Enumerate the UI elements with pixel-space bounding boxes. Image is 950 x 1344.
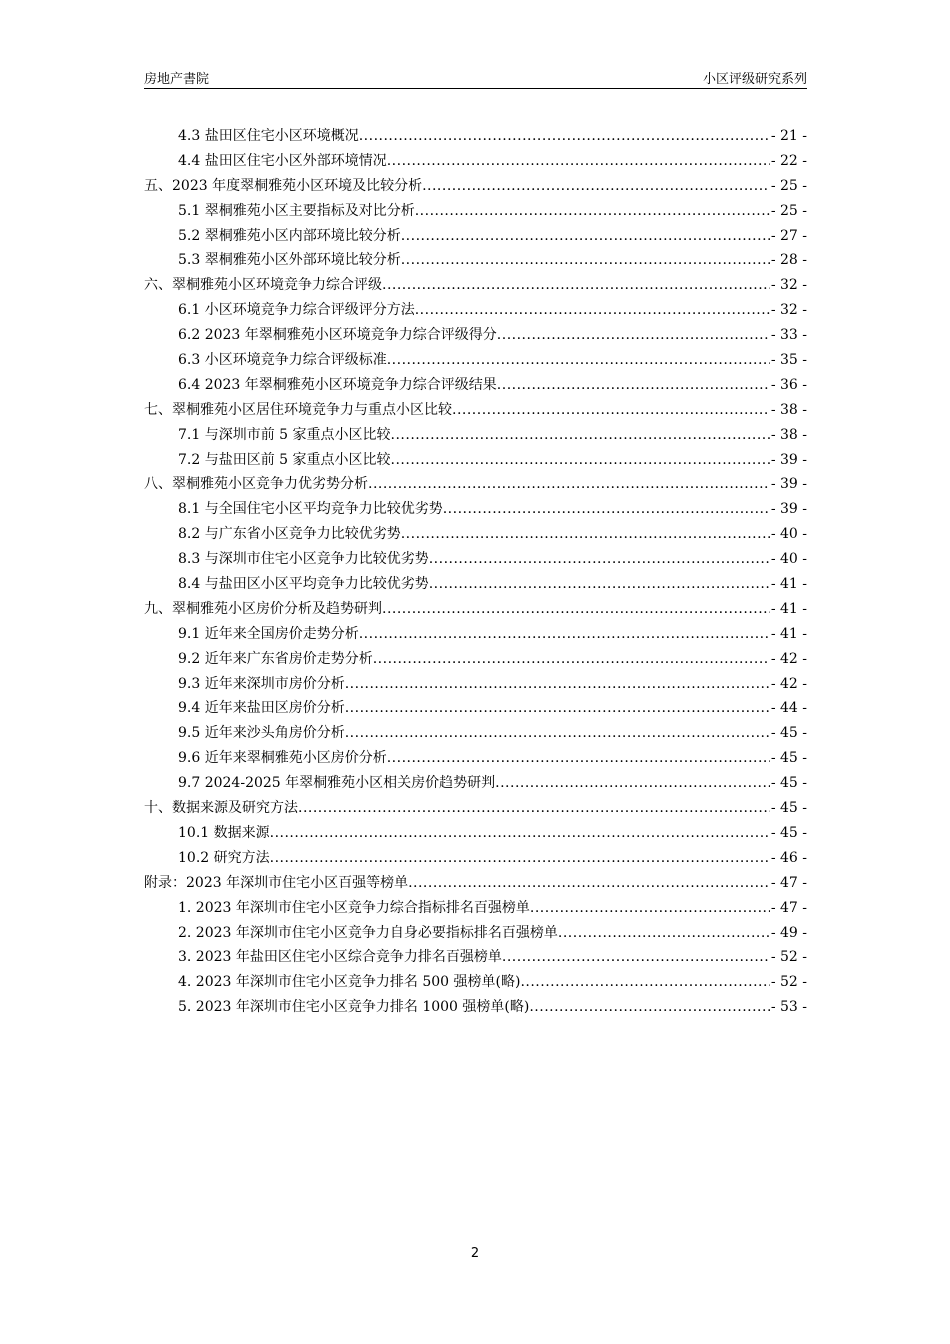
toc-entry[interactable]: [144, 846, 807, 871]
toc-entry[interactable]: [144, 423, 807, 448]
toc-entry-label: 2. 2023 年深圳市住宅小区竞争力自身必要指标排名百强榜单: [178, 924, 558, 941]
toc-entry-page: - 28 -: [770, 252, 807, 269]
toc-entry-page: - 45 -: [770, 750, 807, 767]
toc-entry[interactable]: [144, 622, 807, 647]
toc-entry[interactable]: [144, 721, 807, 746]
toc-dot-leader: [387, 149, 770, 174]
toc-entry-label: 5.2 翠桐雅苑小区内部环境比较分析: [178, 227, 401, 244]
toc-entry[interactable]: [144, 348, 807, 373]
toc-entry-label: 4.4 盐田区住宅小区外部环境情况: [178, 152, 387, 169]
toc-entry-page: - 27 -: [770, 227, 807, 244]
toc-entry[interactable]: [144, 373, 807, 398]
toc-entry-page: - 41 -: [770, 576, 807, 593]
toc-dot-leader: [495, 771, 770, 796]
toc-dot-leader: [270, 821, 770, 846]
toc-entry-label: 9.5 近年来沙头角房价分析: [178, 725, 345, 742]
toc-entry[interactable]: [144, 672, 807, 697]
toc-entry-page: - 25 -: [770, 202, 807, 219]
toc-dot-leader: [408, 871, 770, 896]
toc-entry-page: - 47 -: [770, 874, 807, 891]
toc-entry-page: - 39 -: [770, 476, 807, 493]
toc-entry-label: 附录：2023 年深圳市住宅小区百强等榜单: [144, 874, 409, 891]
toc-entry-label: 9.1 近年来全国房价走势分析: [178, 625, 359, 642]
toc-entry-page: - 39 -: [770, 501, 807, 518]
toc-dot-leader: [443, 497, 770, 522]
toc-entry-page: - 45 -: [770, 800, 807, 817]
toc-entry-label: 9.6 近年来翠桐雅苑小区房价分析: [178, 750, 387, 767]
toc-entry-label: 五、2023 年度翠桐雅苑小区环境及比较分析: [144, 177, 423, 194]
toc-entry[interactable]: [144, 597, 807, 622]
toc-dot-leader: [502, 945, 770, 970]
toc-entry-page: - 21 -: [770, 128, 807, 144]
toc-entry-page: - 25 -: [770, 177, 807, 194]
toc-dot-leader: [415, 298, 770, 323]
table-of-contents: [144, 124, 807, 1020]
toc-entry-page: - 38 -: [770, 401, 807, 418]
toc-entry[interactable]: [144, 273, 807, 298]
toc-entry-label: 5. 2023 年深圳市住宅小区竞争力排名 1000 强榜单(略): [178, 999, 530, 1016]
toc-entry-page: - 32 -: [770, 277, 807, 294]
toc-entry-page: - 36 -: [770, 376, 807, 393]
toc-dot-leader: [530, 896, 770, 921]
toc-dot-leader: [345, 696, 770, 721]
toc-entry-label: 5.1 翠桐雅苑小区主要指标及对比分析: [178, 202, 415, 219]
toc-entry[interactable]: [144, 323, 807, 348]
toc-dot-leader: [298, 796, 770, 821]
toc-entry-label: 9.3 近年来深圳市房价分析: [178, 675, 345, 692]
toc-entry[interactable]: [144, 199, 807, 224]
toc-entry[interactable]: [144, 647, 807, 672]
toc-entry-page: - 47 -: [770, 899, 807, 916]
toc-entry[interactable]: [144, 945, 807, 970]
toc-dot-leader: [387, 348, 770, 373]
toc-entry-label: 8.2 与广东省小区竞争力比较优劣势: [178, 526, 401, 543]
toc-entry[interactable]: [144, 224, 807, 249]
toc-dot-leader: [401, 248, 770, 273]
toc-dot-leader: [497, 373, 770, 398]
toc-dot-leader: [359, 124, 770, 149]
toc-dot-leader: [415, 199, 770, 224]
toc-entry[interactable]: [144, 871, 807, 896]
toc-entry-page: - 38 -: [770, 426, 807, 443]
toc-entry-page: - 52 -: [770, 949, 807, 966]
toc-entry-label: 八、翠桐雅苑小区竞争力优劣势分析: [144, 476, 368, 493]
toc-entry-label: 10.2 研究方法: [178, 849, 270, 866]
toc-entry[interactable]: [144, 497, 807, 522]
toc-entry[interactable]: [144, 796, 807, 821]
toc-entry-page: - 44 -: [770, 700, 807, 717]
toc-dot-leader: [382, 273, 770, 298]
toc-dot-leader: [387, 746, 770, 771]
toc-dot-leader: [422, 174, 770, 199]
toc-entry-label: 4. 2023 年深圳市住宅小区竞争力排名 500 强榜单(略): [178, 974, 521, 991]
toc-entry-label: 九、翠桐雅苑小区房价分析及趋势研判: [144, 600, 382, 617]
toc-entry-page: - 45 -: [770, 824, 807, 841]
toc-dot-leader: [345, 672, 770, 697]
toc-entry-label: 4.3 盐田区住宅小区环境概况: [178, 128, 359, 144]
toc-entry-page: - 33 -: [770, 327, 807, 344]
toc-entry[interactable]: [144, 821, 807, 846]
toc-entry[interactable]: [144, 572, 807, 597]
toc-entry-page: - 41 -: [770, 600, 807, 617]
toc-entry-label: 8.1 与全国住宅小区平均竞争力比较优劣势: [178, 501, 443, 518]
toc-entry-label: 9.7 2024-2025 年翠桐雅苑小区相关房价趋势研判: [178, 775, 496, 792]
toc-entry[interactable]: [144, 149, 807, 174]
toc-entry-page: - 32 -: [770, 302, 807, 319]
toc-entry-page: - 42 -: [770, 650, 807, 667]
toc-dot-leader: [373, 647, 770, 672]
toc-entry-label: 8.4 与盐田区小区平均竞争力比较优劣势: [178, 576, 429, 593]
toc-dot-leader: [368, 472, 770, 497]
toc-entry-label: 5.3 翠桐雅苑小区外部环境比较分析: [178, 252, 401, 269]
toc-entry-label: 7.2 与盐田区前 5 家重点小区比较: [178, 451, 391, 468]
toc-dot-leader: [391, 448, 770, 473]
toc-entry-label: 6.4 2023 年翠桐雅苑小区环境竞争力综合评级结果: [178, 376, 497, 393]
toc-entry-page: - 46 -: [770, 849, 807, 866]
toc-entry-label: 1. 2023 年深圳市住宅小区竞争力综合指标排名百强榜单: [178, 899, 530, 916]
toc-entry-label: 六、翠桐雅苑小区环境竞争力综合评级: [144, 277, 382, 294]
toc-entry-page: - 22 -: [770, 152, 807, 169]
page-header: [144, 66, 807, 89]
toc-dot-leader: [558, 921, 770, 946]
toc-entry-page: - 53 -: [770, 999, 807, 1016]
toc-dot-leader: [497, 323, 770, 348]
toc-entry-label: 8.3 与深圳市住宅小区竞争力比较优劣势: [178, 551, 429, 568]
toc-entry-page: - 35 -: [770, 352, 807, 369]
toc-entry[interactable]: [144, 995, 807, 1020]
toc-entry-page: - 40 -: [770, 526, 807, 543]
toc-entry[interactable]: [144, 298, 807, 323]
toc-entry-page: - 40 -: [770, 551, 807, 568]
toc-entry-page: - 45 -: [770, 725, 807, 742]
toc-dot-leader: [401, 224, 770, 249]
toc-dot-leader: [520, 970, 769, 995]
toc-entry-page: - 52 -: [770, 974, 807, 991]
toc-entry-page: - 45 -: [770, 775, 807, 792]
toc-dot-leader: [401, 522, 770, 547]
toc-entry[interactable]: [144, 896, 807, 921]
toc-dot-leader: [345, 721, 770, 746]
toc-entry-page: - 49 -: [770, 924, 807, 941]
toc-entry[interactable]: [144, 398, 807, 423]
toc-entry-label: 十、数据来源及研究方法: [144, 800, 298, 817]
toc-dot-leader: [529, 995, 769, 1020]
toc-entry-label: 6.1 小区环境竞争力综合评级评分方法: [178, 302, 415, 319]
header-series-title: 小区评级研究系列: [702, 72, 807, 87]
toc-entry[interactable]: [144, 771, 807, 796]
toc-dot-leader: [382, 597, 770, 622]
toc-dot-leader: [270, 846, 770, 871]
page-number: 2: [470, 1246, 480, 1261]
toc-entry-label: 10.1 数据来源: [178, 824, 270, 841]
toc-dot-leader: [429, 572, 770, 597]
toc-entry-label: 6.3 小区环境竞争力综合评级标准: [178, 352, 387, 369]
toc-entry[interactable]: [144, 174, 807, 199]
toc-entry[interactable]: [144, 921, 807, 946]
toc-entry[interactable]: [144, 448, 807, 473]
toc-entry[interactable]: [144, 696, 807, 721]
toc-dot-leader: [391, 423, 770, 448]
toc-entry-label: 6.2 2023 年翠桐雅苑小区环境竞争力综合评级得分: [178, 327, 497, 344]
toc-entry[interactable]: [144, 522, 807, 547]
toc-entry-label: 7.1 与深圳市前 5 家重点小区比较: [178, 426, 391, 443]
toc-entry[interactable]: [144, 248, 807, 273]
toc-entry[interactable]: [144, 124, 807, 149]
toc-entry-page: - 41 -: [770, 625, 807, 642]
toc-entry-label: 9.4 近年来盐田区房价分析: [178, 700, 345, 717]
toc-entry[interactable]: [144, 547, 807, 572]
toc-entry-page: - 42 -: [770, 675, 807, 692]
toc-entry-label: 3. 2023 年盐田区住宅小区综合竞争力排名百强榜单: [178, 949, 502, 966]
toc-entry[interactable]: [144, 970, 807, 995]
toc-entry-label: 七、翠桐雅苑小区居住环境竞争力与重点小区比较: [144, 401, 452, 418]
toc-dot-leader: [359, 622, 770, 647]
toc-entry[interactable]: [144, 746, 807, 771]
toc-entry-label: 9.2 近年来广东省房价走势分析: [178, 650, 373, 667]
toc-entry-page: - 39 -: [770, 451, 807, 468]
header-publisher: 房地产書院: [144, 72, 210, 87]
toc-entry[interactable]: [144, 472, 807, 497]
toc-dot-leader: [452, 398, 770, 423]
toc-dot-leader: [429, 547, 770, 572]
